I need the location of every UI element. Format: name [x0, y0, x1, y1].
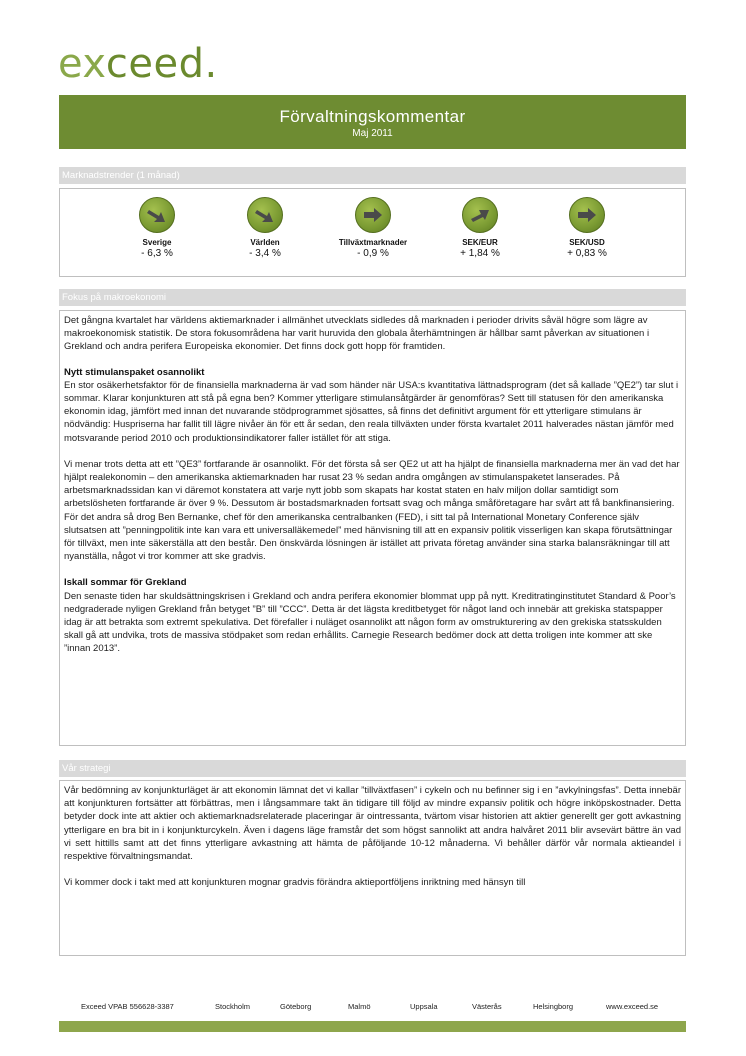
trend-label: Världen: [250, 238, 280, 247]
section-header-strategy: Vår strategi: [59, 760, 686, 777]
macro-intro: Det gångna kvartalet har världens aktiemarknader i allmänhet utvecklats sidledes då marknaden i perioder drivits såväl högre som lägre av makroekonomisk statistik. De stora fokusområdena har varit huruvida den globala återhämtningen är hållbar samt påverkan av situationen i Grekland och andra perifera Europeiska ekonomier. Det finns dock gott hopp för framtiden.: [64, 315, 650, 353]
trend-label: SEK/USD: [569, 238, 605, 247]
footer-bar: [59, 1021, 686, 1032]
trend-item-sek-usd: [542, 197, 632, 259]
trend-value: + 1,84 %: [460, 248, 500, 259]
trend-value: - 0,9 %: [357, 248, 389, 259]
footer-company: Exceed VPAB 556628-3387: [81, 1002, 174, 1011]
trend-item-sek-eur: [435, 197, 525, 259]
arrow-up-right-icon: [462, 197, 498, 233]
trend-item-tillvaxtmarknader: [328, 197, 418, 259]
trends-panel: [59, 188, 686, 277]
trend-label: Tillväxtmarknader: [338, 238, 408, 247]
footer-city: Malmö: [348, 1002, 371, 1011]
arrow-right-icon: [355, 197, 391, 233]
section-header-macro: Fokus på makroekonomi: [59, 289, 686, 306]
page-title: Förvaltningskommentar: [279, 107, 466, 126]
trend-value: - 3,4 %: [249, 248, 281, 259]
macro-paragraph: Vi menar trots detta att ett ”QE3” fortfarande är osannolikt. För det första så ser QE2 ut att ha hjälpt de finansiella marknaderna mer än vad det har hjälpt realekonomin – den amerikanska aktiemarknaden har rusat 23 % sedan andra omgången av stimulanspaketet lanserades. På arbetsmarknadssidan kan vi däremot konstatera att varje nytt jobb som skapats har kostat staten en halv miljon dollar samtidigt som arbetslösheten fortfarande är över 9 %. Dessutom är bostadsmarknaden fortsatt svag och många småföretagare har svårt att få bankfinansiering. För det andra så drog Ben Bernanke, chef för den amerikanska centralbanken (FED), i sitt tal på International Monetary Conference själv slutsatsen att ”penningpolitik inte kan vara ett universalläkemedel” med hänvisning till att en expansiv politik visserligen kan skapa förutsättningar för tillväxt, men inte säkerställa att den består. Den önskvärda lösningen är istället att privata företag använder sina starka balansräkningar till att nyanställa, något vi tror kommer att ske gradvis.: [64, 458, 680, 563]
footer-city: Uppsala: [410, 1002, 438, 1011]
arrow-down-right-icon: [247, 197, 283, 233]
footer-url[interactable]: www.exceed.se: [606, 1002, 659, 1011]
exceed-logo: exceed.: [58, 41, 218, 87]
strategy-paragraph: Vår bedömning av konjunkturläget är att ekonomin lämnat det vi kallar ”tillväxtfasen” i cykeln och nu befinner sig i en ”avkylningsfas”. Detta innebär att konjunkturen fortsätter att förbättras, men i långsammare takt än tidigare till följd av mindre expansiv politik och högre inköpskostnader. Detta betyder dock inte att aktier och aktiemarknadsrelaterade placeringar är ointressanta, tvärtom visar historien att aktier generellt ger gott avkastning ytterligare en bra bit in i konjunkturcykeln. Även i dagens läge framstår det som högst sannolikt att andra halvåret 2011 blir avsevärt bättre än vad vi sett hittills samt att det finns ytterligare avkastning att hämta de påföljande 10-12 månaderna. Vi behåller därför vår normala aktieandel i respektive förvaltningsmandat.: [64, 785, 681, 863]
arrow-right-icon: [569, 197, 605, 233]
macro-paragraph: En stor osäkerhetsfaktor för de finansiella marknaderna är vad som händer när USA:s kvantitativa lättnadsprogram (det så kallade ”QE2”) tar slut i sommar. Klarar konjunkturen att stå på egna ben? Kommer ytterligare stimulansåtgärder är genomföras? Sett till statusen för den amerikanska ekonomin idag, jämfört med innan det nuvarande stödprogrammet sjösattes, så finns det definitivt argument för ett ytterligare stimulans är nödvändig: Huspriserna har fallit till lägre nivåer än för ett år sedan, den reala tillväxten under första kvartalet 2011 halverades nästan jämför med motsvarande period 2010 och produktionsindikatorer faller istället för att stiga.: [64, 379, 679, 444]
strategy-paragraph: Vi kommer dock i takt med att konjunkturen mognar gradvis förändra aktieportföljens inriktning med hänsyn till: [64, 877, 526, 889]
page-date: Maj 2011: [352, 128, 393, 139]
footer-city: Helsingborg: [533, 1002, 574, 1011]
heading-stimulus: Nytt stimulanspaket osannolikt: [64, 366, 205, 378]
footer: [59, 1000, 686, 1012]
section-header-trends: Marknadstrender (1 månad): [59, 167, 686, 184]
trend-item-sverige: [112, 197, 202, 259]
trend-item-varlden: [220, 197, 310, 259]
macro-panel: [59, 310, 686, 746]
trend-value: + 0,83 %: [567, 248, 607, 259]
footer-city: Stockholm: [215, 1002, 251, 1011]
trend-label: SEK/EUR: [462, 238, 498, 247]
footer-city: Göteborg: [280, 1002, 312, 1011]
footer-city: Västerås: [472, 1002, 502, 1011]
trend-value: - 6,3 %: [141, 248, 173, 259]
arrow-down-right-icon: [139, 197, 175, 233]
strategy-panel: [59, 780, 686, 956]
heading-greece: Iskall sommar för Grekland: [64, 577, 187, 589]
macro-paragraph: Den senaste tiden har skuldsättningskrisen i Grekland och andra perifera ekonomier blommat upp på nytt. Kreditratinginstitutet Standard & Poor’s nedgraderade nyligen Grekland från betyget ”B” till ”CCC”. Detta är det lägsta kreditbetyget för något land och innebär att grekiska statspapper idag är att betrakta som extremt spekulativa. Det förefaller i nuläget osannolikt att någon form av omstrukturering av den grekiska statsskulden skall gå att undvika, trots de massiva stödpaket som redan erhållits. Carnegie Research bedömer dock att detta troligen inte kommer att ske ”innan 2013”.: [64, 590, 676, 655]
title-banner: [59, 95, 686, 149]
trend-label: Sverige: [142, 238, 172, 247]
